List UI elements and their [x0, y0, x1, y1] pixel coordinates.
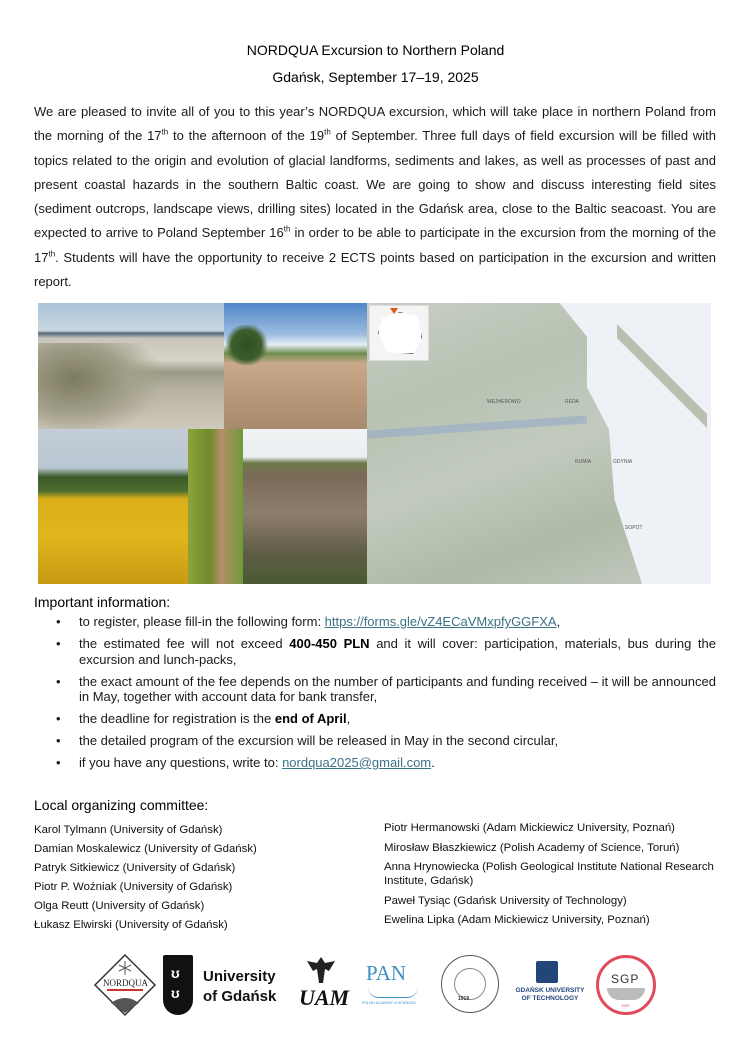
list-item	[34, 755, 716, 771]
bullet-icon: •	[56, 636, 61, 651]
ug-mark: ʊ	[171, 965, 180, 981]
page-title: NORDQUA Excursion to Northern Poland	[246, 42, 505, 58]
committee-member: Piotr P. Woźniak (University of Gdańsk)	[34, 881, 233, 893]
photo-beach-dune	[38, 303, 224, 429]
poland-inset-map	[369, 305, 429, 361]
item-text: the exact amount of the fee depends on the number of participants and funding received – it will be announced in May, together with account data for bank transfer,	[79, 673, 716, 704]
committee-member: Olga Reutt (University of Gdańsk)	[34, 900, 205, 912]
uam-text: UAM	[299, 985, 350, 1010]
ordinal-suffix: th	[324, 127, 331, 137]
ordinal-suffix: th	[48, 249, 56, 259]
ug-mark: ʊ	[171, 985, 180, 1001]
item-text: and it will cover: participation, materials, bus during the excursion and lunch-packs,	[79, 636, 716, 667]
committee-member: Damian Moskalewicz (University of Gdańsk)	[34, 843, 257, 855]
bullet-icon: •	[56, 733, 61, 748]
map-label: WEJHEROWO	[487, 399, 521, 405]
item-text: ,	[346, 711, 351, 726]
intro-text-3: of September. Three full days of field excursion will be filled with topics related to the origin and evolution of glacial landforms, sediments and lakes, as well as processes of past and present coastal hazards in the southern Baltic coast. We are going to show and discuss interesting field sites (sediment outcrops, landscape views, drilling sites) located in the Gdańsk area, close to the Baltic seacoast. You are expected to arrive to Poland September 16	[34, 128, 717, 241]
committee-member: Karol Tylmann (University of Gdańsk)	[34, 824, 223, 836]
item-text: the detailed program of the excursion will be released in May in the second circular,	[79, 733, 559, 748]
committee-member: Patryk Sitkiewicz (University of Gdańsk)	[34, 862, 236, 874]
committee-right-column	[384, 821, 714, 933]
bullet-icon: •	[56, 711, 61, 726]
gut-wordmark	[510, 987, 590, 1003]
item-text: to register, please fill-in the following form:	[79, 614, 325, 629]
gut-line-2: OF TECHNOLOGY	[521, 995, 579, 1002]
intro-paragraph	[34, 100, 716, 294]
photo-sediment-outcrop	[243, 429, 367, 584]
hedge-shape	[188, 429, 243, 584]
intro-text-1: We are pleased to invite all of you to this year’s NORDQUA excursion, which will take place in northern Poland from the morning of the 17	[34, 104, 716, 144]
list-item	[34, 733, 716, 749]
item-text: the estimated fee will not exceed	[79, 636, 290, 651]
committee-member: Mirosław Błaszkiewicz (Polish Academy of Science, Toruń)	[384, 841, 680, 854]
map-label: REDA	[565, 399, 579, 405]
eagle-icon	[305, 955, 337, 985]
item-text: if you have any questions, write to:	[79, 755, 283, 770]
list-item	[34, 636, 716, 667]
pig-year: 1919	[458, 996, 470, 1002]
important-list	[34, 614, 716, 777]
university-of-gdansk-logo	[163, 955, 288, 1017]
pan-text: PAN	[366, 961, 407, 985]
fee-amount: 400-450 PLN	[289, 636, 370, 651]
bullet-icon: •	[56, 614, 61, 629]
sgp-landscape-icon	[607, 988, 645, 1000]
map-hel-peninsula	[617, 321, 707, 431]
committee-member: Paweł Tysiąc (Gdańsk University of Technology)	[384, 894, 627, 907]
gut-line-1: GDAŃSK UNIVERSITY	[515, 987, 585, 994]
photo-collage	[38, 303, 711, 584]
list-item	[34, 614, 716, 630]
list-item	[34, 711, 716, 727]
map-gdansk-area	[367, 303, 711, 584]
ordinal-suffix: th	[161, 127, 169, 137]
item-text: the deadline for registration is the	[79, 711, 275, 726]
uam-logo	[297, 955, 350, 1017]
sgp-year: 1997	[621, 1003, 630, 1008]
dune-shape	[38, 343, 158, 429]
map-label: RUMIA	[575, 459, 592, 465]
sgp-text: SGP	[611, 972, 640, 986]
nordqua-text: NORDQUA	[103, 978, 148, 988]
photo-excavation-site	[224, 303, 367, 429]
gdansk-tech-logo	[510, 961, 590, 1011]
page-subtitle: Gdańsk, September 17–19, 2025	[272, 69, 479, 85]
pan-wave-icon	[368, 987, 418, 998]
intro-text-4: in order to be able to participate in the excursion from the morning of the 17	[34, 225, 717, 265]
location-marker-icon	[390, 308, 398, 314]
ug-line-2: of Gdańsk	[203, 988, 277, 1005]
bullet-icon: •	[56, 755, 61, 770]
poland-outline	[378, 312, 422, 354]
map-label: GDYNIA	[613, 459, 633, 465]
ug-wordmark	[203, 967, 276, 1007]
photo-rapeseed-field	[38, 429, 243, 584]
committee-member: Piotr Hermanowski (Adam Mickiewicz University, Poznań)	[384, 822, 675, 834]
contact-email-link[interactable]: nordqua2025@gmail.com	[282, 755, 432, 770]
sgp-logo	[596, 955, 656, 1015]
ug-line-1: University	[203, 968, 276, 985]
deadline: end of April	[274, 711, 347, 726]
registration-form-link[interactable]: https://forms.gle/vZ4ECaVMxpfyGGFXA	[324, 614, 557, 629]
committee-member: Ewelina Lipka (Adam Mickiewicz University, Poznań)	[384, 914, 650, 926]
ug-shield-icon	[163, 955, 193, 1015]
list-item	[34, 674, 716, 705]
item-text: .	[431, 755, 435, 770]
map-label: SOPOT	[625, 525, 643, 531]
committee-member: Anna Hrynowiecka (Polish Geological Institute National Research Institute, Gdańsk)	[384, 861, 714, 887]
intro-text-5: . Students will have the opportunity to receive 2 ECTS points based on participation in the excursion and written report.	[34, 249, 716, 290]
tree-shape	[224, 325, 269, 365]
committee-member: Łukasz Elwirski (University of Gdańsk)	[34, 919, 228, 931]
gut-crest-icon	[536, 961, 558, 983]
nordqua-logo	[93, 953, 157, 1017]
partner-logos	[0, 945, 751, 1025]
committee-left-column	[34, 823, 257, 937]
pan-subtitle: POLISH ACADEMY of SCIENCES	[362, 1001, 416, 1005]
ordinal-suffix: th	[283, 225, 291, 235]
intro-text-2: to the afternoon of the 19	[168, 128, 325, 144]
pan-logo	[362, 961, 422, 1011]
item-text: ,	[556, 614, 561, 629]
bullet-icon: •	[56, 673, 61, 689]
pig-logo	[441, 955, 499, 1013]
important-heading: Important information:	[34, 594, 171, 610]
committee-heading: Local organizing committee:	[34, 797, 209, 813]
